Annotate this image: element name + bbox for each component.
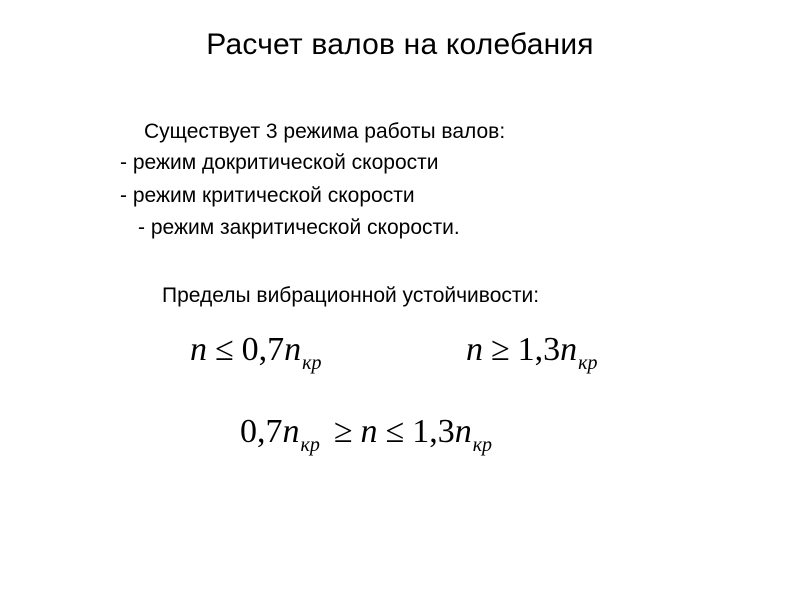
- formula-operator: ≥: [333, 413, 353, 450]
- formula-coefficient: 1,3: [412, 413, 455, 450]
- slide-title: Расчет валов на колебания: [206, 28, 594, 61]
- formula-subscript: кр: [300, 434, 320, 456]
- mode-item-critical: - режим критической скорости: [120, 184, 415, 207]
- formula-var: n: [282, 413, 300, 450]
- intro-text: Существует 3 режима работы валов:: [144, 120, 506, 143]
- formula-operator: ≤: [215, 331, 234, 368]
- mode-item-subcritical: - режим докритической скорости: [120, 151, 439, 174]
- formula-operator: ≤: [385, 413, 405, 450]
- formula-operator: ≥: [491, 331, 510, 368]
- limits-heading: Пределы вибрационной устойчивости:: [162, 284, 540, 307]
- formula-range: [240, 412, 492, 456]
- formula-var: n: [360, 413, 378, 450]
- formula-upper-limit: [466, 330, 598, 374]
- formula-coefficient: 1,3: [517, 331, 561, 368]
- formula-subscript: кр: [302, 352, 322, 374]
- formula-var: n: [466, 331, 483, 368]
- formula-subscript: кр: [578, 352, 598, 374]
- formula-coefficient: 0,7: [241, 331, 285, 368]
- mode-item-supercritical: - режим закритической скорости.: [138, 216, 460, 239]
- formula-lower-limit: [190, 330, 322, 374]
- formula-var: n: [190, 331, 207, 368]
- formula-coefficient: 0,7: [240, 413, 283, 450]
- formula-subscript: кр: [472, 434, 493, 456]
- formula-var: n: [560, 331, 578, 368]
- formula-var: n: [284, 331, 302, 368]
- formula-var: n: [454, 413, 472, 450]
